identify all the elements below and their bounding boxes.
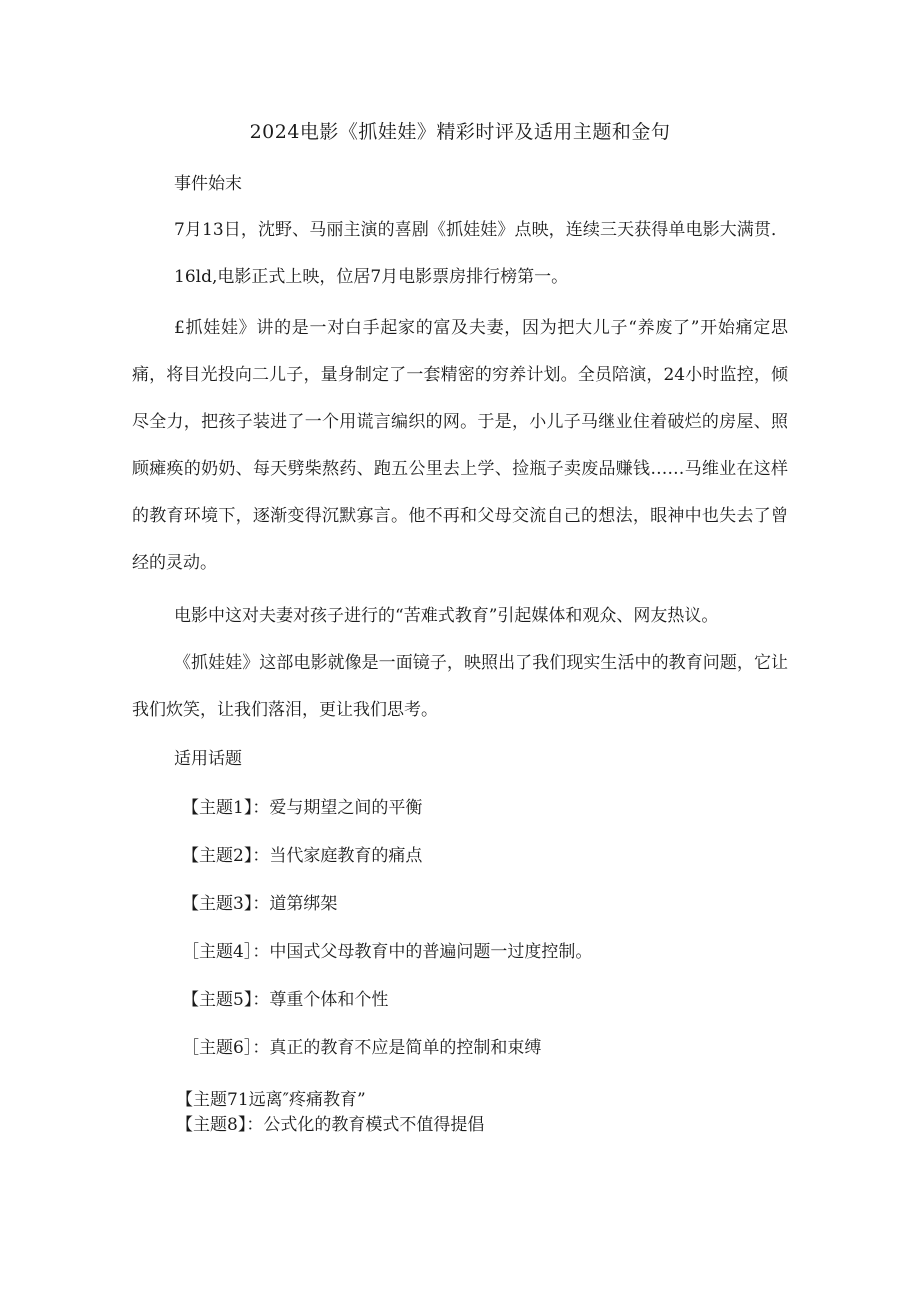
topic-item-6: ［主题6］：真正的教育不应是简单的控制和束缚 bbox=[182, 1038, 542, 1058]
section-heading-event: 事件始末 bbox=[174, 174, 242, 194]
paragraph-text: 7月13日，沈野、马丽主演的喜剧《抓娃娃》点映，连续三天获得单电影大满贯．16ld,电影正式上映，位居7月电影票房排行榜第一。 bbox=[174, 220, 788, 287]
section-heading-topics: 适用话题 bbox=[174, 749, 242, 769]
paragraph-plot bbox=[132, 305, 788, 587]
paragraph-reflection bbox=[132, 640, 788, 734]
paragraph-event-summary bbox=[174, 207, 788, 301]
topic-item-7: 【主题71远离″疼痛教育” bbox=[176, 1090, 366, 1110]
topic-item-5: 【主题5】：尊重个体和个性 bbox=[182, 990, 389, 1010]
topic-item-1: 【主题1】：爱与期望之间的平衡 bbox=[182, 798, 423, 818]
paragraph-discussion bbox=[174, 593, 794, 640]
paragraph-text: 《抓娃娃》这部电影就像是一面镜子，映照出了我们现实生活中的教育问题，它让我们炊笑，让我们落泪，更让我们思考。 bbox=[132, 653, 788, 720]
topic-item-2: 【主题2】：当代家庭教育的痛点 bbox=[182, 846, 423, 866]
paragraph-text: 电影中这对夫妻对孩子进行的“苦难式教育”引起媒体和观众、网友热议。 bbox=[174, 606, 719, 626]
paragraph-text: £抓娃娃》讲的是一对白手起家的富及夫妻，因为把大儿子“养废了”开始痛定思痛，将目光投向二儿子，量身制定了一套精密的穷养计划。全员陪演，24小时监控，倾尽全力，把孩子装进了一个用谎言编织的网。于是，小儿子马继业住着破烂的房屋、照顾瘫痪的奶奶、每天劈柴熬药、跑五公里去上学、捡瓶子卖废品赚钱……马维业在这样的教育环境下，逐渐变得沉默寡言。他不再和父母交流自己的想法，眼神中也失去了曾经的灵动。 bbox=[132, 318, 788, 573]
topic-item-3: 【主题3】：道第绑架 bbox=[182, 894, 338, 914]
document-title: 2024电影《抓娃娃》精彩时评及适用主题和金句 bbox=[249, 121, 671, 143]
topic-item-4: ［主题4］：中国式父母教育中的普遍问题一过度控制。 bbox=[182, 942, 593, 962]
topic-item-8: 【主题8】：公式化的教育模式不值得提倡 bbox=[176, 1115, 485, 1135]
